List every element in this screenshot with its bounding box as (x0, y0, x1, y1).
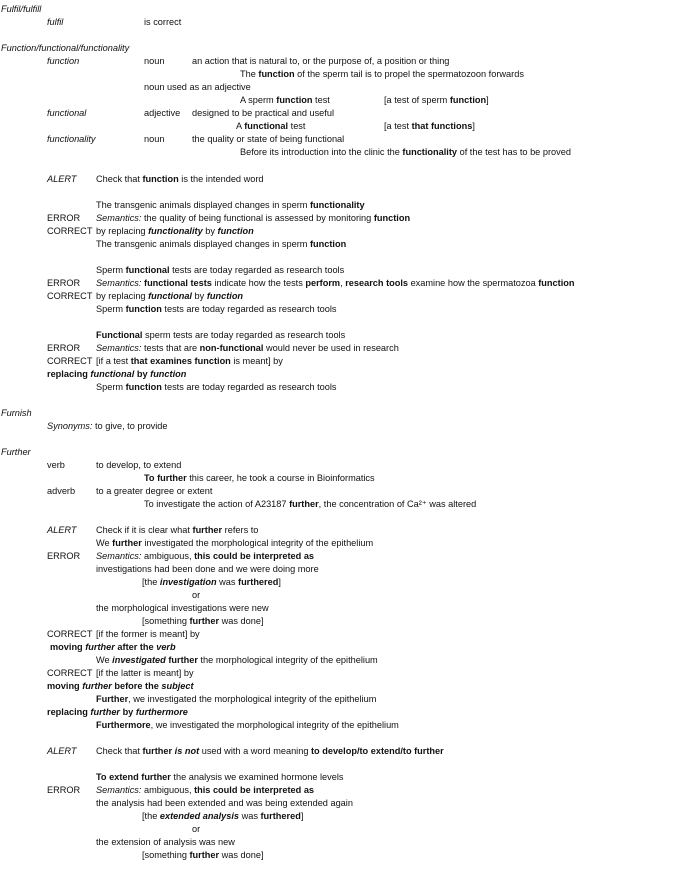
error-label: ERROR (47, 213, 81, 223)
term-function: function (47, 56, 80, 66)
entry-heading-furnish: Furnish (1, 408, 32, 418)
correction-condition: [if the latter is meant] by (96, 668, 194, 678)
correction-rule: by replacing functional by function (96, 291, 244, 301)
example-sentence: The transgenic animals displayed changes in sperm functionality (96, 200, 365, 210)
example-sentence: Functional sperm tests are today regarded as research tools (96, 330, 346, 340)
pos-functional: adjective (144, 108, 181, 118)
or-separator: or (192, 590, 201, 600)
example-sentence: We further investigated the morphological integrity of the epithelium (96, 538, 374, 548)
term-functionality: functionality (47, 134, 96, 144)
error-explanation: Semantics: ambiguous, this could be interpreted as (96, 785, 315, 795)
error-label: ERROR (47, 343, 81, 353)
term-functional: functional (47, 108, 87, 118)
pos-adverb: adverb (47, 486, 76, 496)
corrected-sentence: Sperm function tests are today regarded as research tools (96, 304, 337, 314)
interpretation-1-note: [the investigation was furthered] (142, 577, 281, 587)
example-adverb: To investigate the action of A23187 further, the concentration of Ca²⁺ was altered (144, 499, 477, 509)
pos-functionality: noun (144, 134, 165, 144)
entry-heading-fulfil: Fulfil/fulfill (1, 4, 42, 14)
corrected-sentence: Furthermore, we investigated the morphological integrity of the epithelium (96, 720, 399, 730)
correction-condition: [if a test that examines function is meant] by (96, 356, 283, 366)
or-separator: or (192, 824, 201, 834)
error-label: ERROR (47, 278, 81, 288)
alert-label: ALERT (47, 525, 77, 535)
example-sentence: Sperm functional tests are today regarded as research tools (96, 265, 345, 275)
alert-text: Check that further is not used with a word meaning to develop/to extend/to further (96, 746, 444, 756)
corrected-sentence: Further, we investigated the morphological integrity of the epithelium (96, 694, 377, 704)
correction-rule: by replacing functionality by function (96, 226, 254, 236)
interpretation-1: investigations had been done and we were doing more (96, 564, 319, 574)
correction-rule: moving further before the subject (47, 681, 194, 691)
pos-verb: verb (47, 460, 65, 470)
alert-text: Check if it is clear what further refers to (96, 525, 259, 535)
error-explanation: Semantics: tests that are non-functional would never be used in research (96, 343, 399, 353)
pos-noun-as-adjective: noun used as an adjective (144, 82, 251, 92)
corrected-sentence: The transgenic animals displayed changes in sperm function (96, 239, 347, 249)
note-function-adj: [a test of sperm function] (384, 95, 489, 105)
correction-rule: replacing further by furthermore (47, 707, 188, 717)
definition-functional: designed to be practical and useful (192, 108, 334, 118)
example-sentence: To extend further the analysis we examined hormone levels (96, 772, 344, 782)
correction-condition: [if the former is meant] by (96, 629, 200, 639)
correction-rule: moving further after the verb (50, 642, 176, 652)
definition-fulfil: is correct (144, 17, 182, 27)
entry-heading-further: Further (1, 447, 31, 457)
term-fulfil: fulfil (47, 17, 64, 27)
note-functional: [a test that functions] (384, 121, 475, 131)
interpretation-1: the analysis had been extended and was being extended again (96, 798, 353, 808)
alert-text: Check that function is the intended word (96, 174, 264, 184)
example-function: The function of the sperm tail is to propel the spermatozoon forwards (240, 69, 524, 79)
example-function-adj: A sperm function test (240, 95, 330, 105)
example-verb: To further this career, he took a course in Bioinformatics (144, 473, 375, 483)
example-functionality: Before its introduction into the clinic the functionality of the test has to be proved (240, 147, 571, 157)
interpretation-2-note: [something further was done] (142, 850, 264, 860)
corrected-sentence: We investigated further the morphological integrity of the epithelium (96, 655, 378, 665)
error-label: ERROR (47, 551, 81, 561)
definition-adverb: to a greater degree or extent (96, 486, 213, 496)
entry-heading-function: Function/functional/functionality (1, 43, 130, 53)
error-explanation: Semantics: functional tests indicate how the tests perform, research tools examine how the spermatozoa function (96, 278, 575, 288)
interpretation-2: the morphological investigations were new (96, 603, 269, 613)
synonyms-furnish: Synonyms: to give, to provide (47, 421, 168, 431)
correction-rule: replacing functional by function (47, 369, 187, 379)
alert-label: ALERT (47, 746, 77, 756)
interpretation-1-note: [the extended analysis was furthered] (142, 811, 304, 821)
definition-function: an action that is natural to, or the purpose of, a position or thing (192, 56, 450, 66)
correct-label: CORRECT (47, 668, 93, 678)
example-functional: A functional test (236, 121, 306, 131)
correct-label: CORRECT (47, 629, 93, 639)
error-explanation: Semantics: ambiguous, this could be interpreted as (96, 551, 315, 561)
correct-label: CORRECT (47, 291, 93, 301)
correct-label: CORRECT (47, 356, 93, 366)
definition-verb: to develop, to extend (96, 460, 182, 470)
definition-functionality: the quality or state of being functional (192, 134, 345, 144)
error-explanation: Semantics: the quality of being functional is assessed by monitoring function (96, 213, 411, 223)
error-label: ERROR (47, 785, 81, 795)
interpretation-2: the extension of analysis was new (96, 837, 235, 847)
alert-label: ALERT (47, 174, 77, 184)
interpretation-2-note: [something further was done] (142, 616, 264, 626)
correct-label: CORRECT (47, 226, 93, 236)
corrected-sentence: Sperm function tests are today regarded as research tools (96, 382, 337, 392)
pos-function: noun (144, 56, 165, 66)
